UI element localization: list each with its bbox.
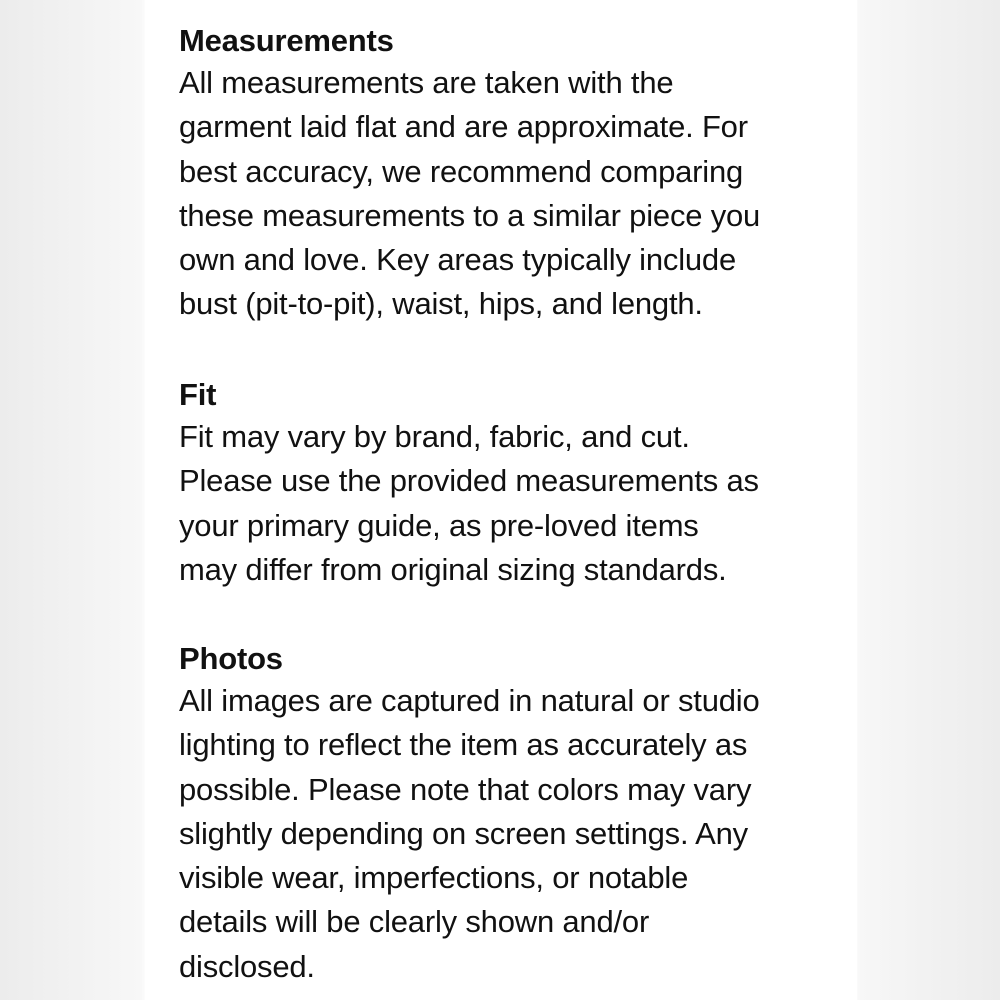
photos-text-line: visible wear, imperfections, or notable [179,860,689,896]
photos-text-line: details will be clearly shown and/or [179,904,650,940]
measurements-text-line: best accuracy, we recommend comparing [179,153,744,189]
fit-text-line: may differ from original sizing standards. [179,551,727,587]
fit-text-line: Please use the provided measurements as [179,463,759,499]
measurements-text-line: these measurements to a similar piece you [179,197,761,233]
measurements-heading: Measurements [179,23,394,58]
measurements-text-line: own and love. Key areas typically include [179,242,737,278]
photos-heading: Photos [179,641,283,676]
fit-section [179,375,839,592]
measurements-text-line: bust (pit-to-pit), waist, hips, and length. [179,286,703,322]
fit-text-line: your primary guide, as pre-loved items [179,507,699,543]
measurements-text-line: All measurements are taken with the [179,65,674,100]
photos-text-line: slightly depending on screen settings. Any [179,815,748,851]
photos-text-line: All images are captured in natural or studio [179,683,760,718]
photos-text-line: possible. Please note that colors may vary [179,771,752,807]
fit-heading: Fit [179,377,217,412]
photos-text-line: lighting to reflect the item as accurately as [179,727,748,763]
measurements-section [179,21,839,327]
measurements-text-line: garment laid flat and are approximate. For [179,109,748,145]
photos-text-line: disclosed. [179,948,315,984]
fit-text-line: Fit may vary by brand, fabric, and cut. [179,419,690,454]
photos-section [179,639,839,989]
